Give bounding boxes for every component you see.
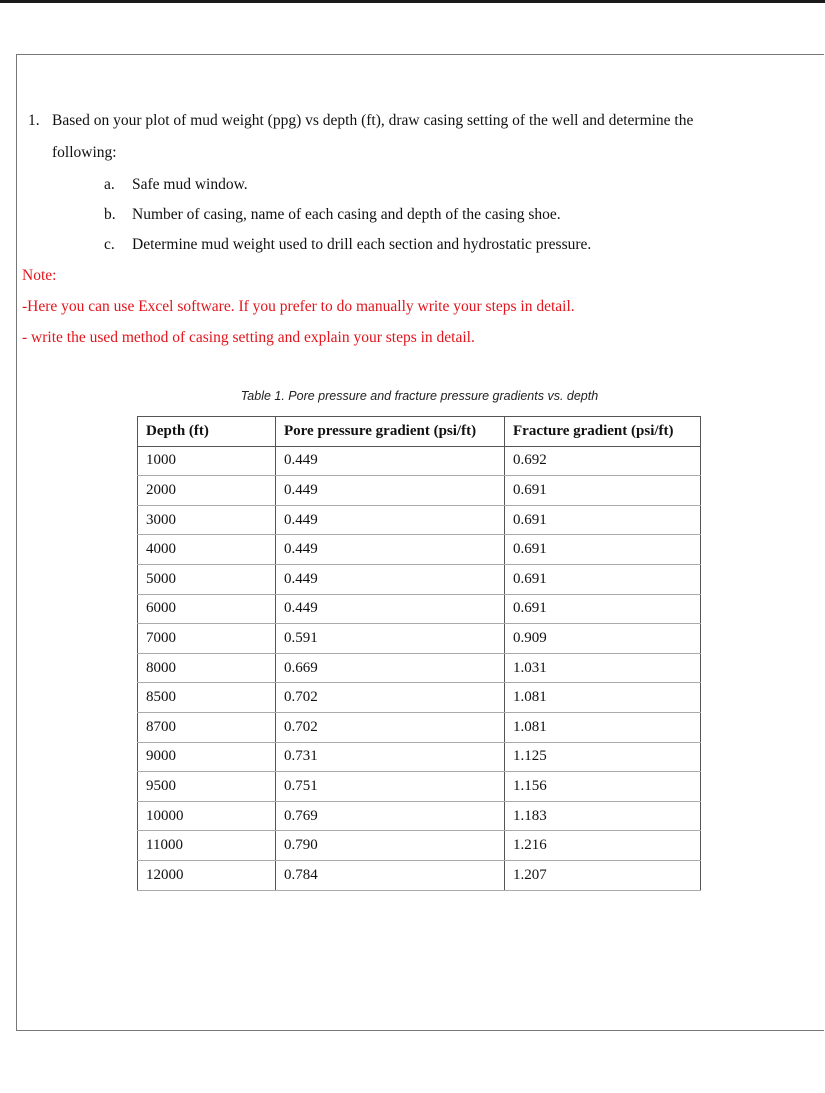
pore-cell: 0.449	[276, 594, 505, 624]
fracture-cell: 0.909	[505, 624, 701, 654]
table-row	[138, 801, 701, 831]
sub-item-label: a.	[104, 176, 115, 193]
pore-cell: 0.449	[276, 446, 505, 476]
fracture-cell: 1.081	[505, 712, 701, 742]
top-edge-bar	[0, 0, 825, 3]
pore-cell: 0.669	[276, 653, 505, 683]
fracture-cell: 1.081	[505, 683, 701, 713]
question-text-1: Based on your plot of mud weight (ppg) vs depth (ft), draw casing setting of the well and determine the	[52, 112, 694, 129]
table-row	[138, 624, 701, 654]
table-row	[138, 505, 701, 535]
fracture-cell: 0.691	[505, 564, 701, 594]
pore-cell: 0.449	[276, 535, 505, 565]
table-row	[138, 831, 701, 861]
table-row	[138, 535, 701, 565]
fracture-cell: 0.691	[505, 535, 701, 565]
fracture-cell: 0.692	[505, 446, 701, 476]
table-row	[138, 564, 701, 594]
question-number: 1.	[28, 112, 40, 129]
depth-cell: 5000	[138, 564, 276, 594]
fracture-cell: 0.691	[505, 476, 701, 506]
table-row	[138, 683, 701, 713]
depth-cell: 12000	[138, 860, 276, 890]
table-row	[138, 860, 701, 890]
depth-cell: 9000	[138, 742, 276, 772]
depth-cell: 1000	[138, 446, 276, 476]
fracture-cell: 1.125	[505, 742, 701, 772]
depth-cell: 10000	[138, 801, 276, 831]
table-row	[138, 446, 701, 476]
table-header-row	[138, 417, 701, 447]
pore-cell: 0.449	[276, 564, 505, 594]
fracture-cell: 1.183	[505, 801, 701, 831]
fracture-cell: 0.691	[505, 505, 701, 535]
depth-cell: 6000	[138, 594, 276, 624]
sub-item-label: b.	[104, 206, 116, 223]
question-line-1	[28, 112, 693, 130]
pore-cell: 0.751	[276, 772, 505, 802]
table-row	[138, 772, 701, 802]
pore-cell: 0.731	[276, 742, 505, 772]
pore-cell: 0.784	[276, 860, 505, 890]
depth-cell: 4000	[138, 535, 276, 565]
fracture-cell: 1.216	[505, 831, 701, 861]
depth-cell: 8500	[138, 683, 276, 713]
depth-cell: 7000	[138, 624, 276, 654]
sub-item-c	[104, 236, 591, 254]
pore-cell: 0.769	[276, 801, 505, 831]
sub-item-b	[104, 206, 561, 224]
gradient-table	[137, 416, 701, 891]
fracture-cell: 1.207	[505, 860, 701, 890]
note-line-1: -Here you can use Excel software. If you prefer to do manually write your steps in detail.	[22, 298, 575, 315]
depth-cell: 8700	[138, 712, 276, 742]
depth-cell: 3000	[138, 505, 276, 535]
fracture-cell: 1.031	[505, 653, 701, 683]
pore-cell: 0.790	[276, 831, 505, 861]
table-row	[138, 712, 701, 742]
note-title: Note:	[22, 267, 57, 284]
pore-cell: 0.591	[276, 624, 505, 654]
fracture-cell: 1.156	[505, 772, 701, 802]
pore-cell: 0.449	[276, 505, 505, 535]
table-row	[138, 742, 701, 772]
table-row	[138, 653, 701, 683]
note-line-2: - write the used method of casing setting and explain your steps in detail.	[22, 329, 475, 346]
pore-cell: 0.449	[276, 476, 505, 506]
sub-item-label: c.	[104, 236, 115, 253]
table-row	[138, 594, 701, 624]
table-caption: Table 1. Pore pressure and fracture pressure gradients vs. depth	[240, 389, 599, 403]
sub-item-text: Determine mud weight used to drill each section and hydrostatic pressure.	[132, 236, 592, 253]
header-pore-pressure: Pore pressure gradient (psi/ft)	[276, 417, 505, 447]
fracture-cell: 0.691	[505, 594, 701, 624]
sub-item-text: Safe mud window.	[132, 176, 248, 193]
depth-cell: 11000	[138, 831, 276, 861]
pore-cell: 0.702	[276, 712, 505, 742]
pore-cell: 0.702	[276, 683, 505, 713]
depth-cell: 8000	[138, 653, 276, 683]
header-depth: Depth (ft)	[138, 417, 276, 447]
sub-item-text: Number of casing, name of each casing and depth of the casing shoe.	[132, 206, 561, 223]
header-fracture-gradient: Fracture gradient (psi/ft)	[505, 417, 701, 447]
question-line-2: following:	[52, 144, 117, 161]
sub-item-a	[104, 176, 248, 194]
depth-cell: 2000	[138, 476, 276, 506]
table-row	[138, 476, 701, 506]
depth-cell: 9500	[138, 772, 276, 802]
